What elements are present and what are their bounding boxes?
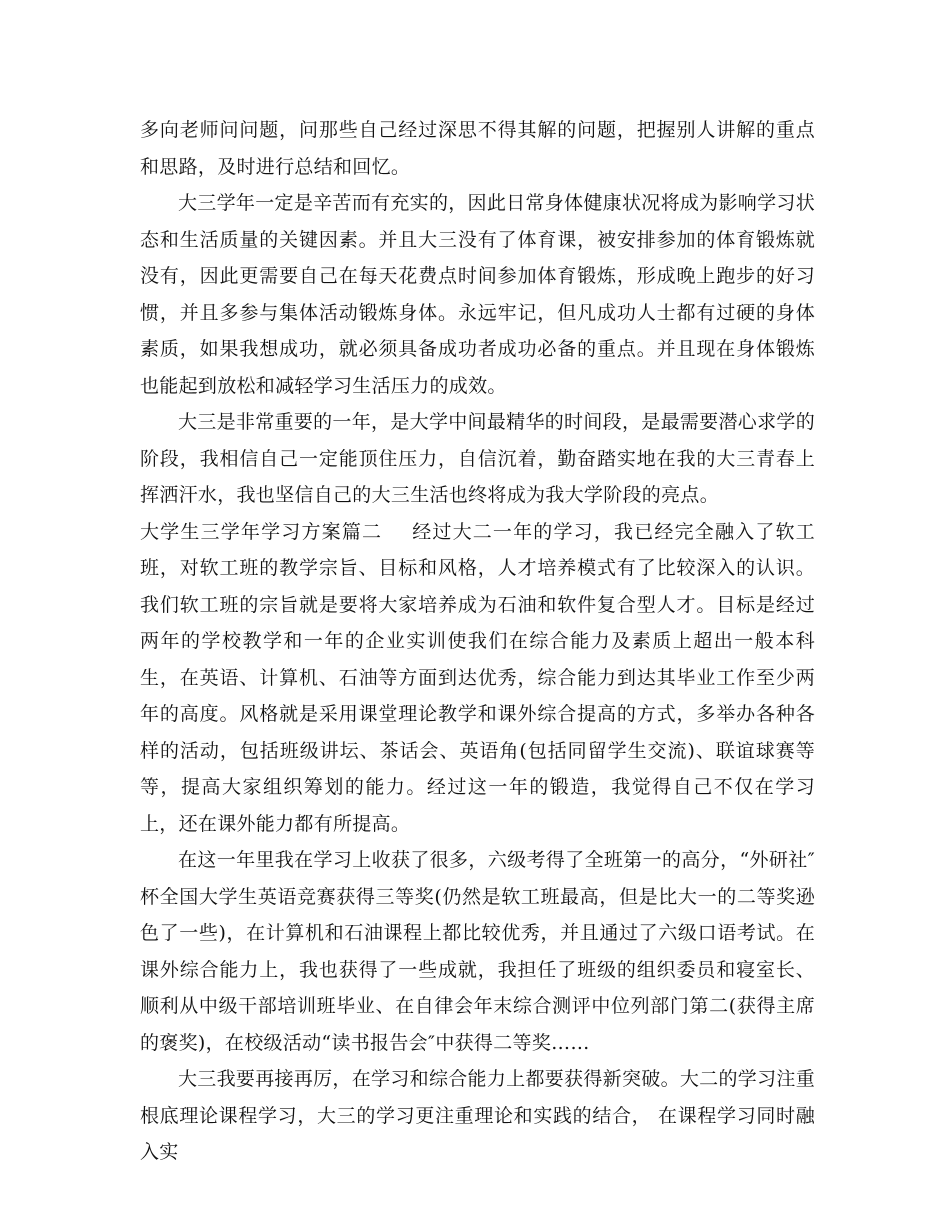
paragraph-6-text: 大三我要再接再厉，在学习和综合能力上都要获得新突破。大二的学习注重根底理论课程学习，大三的学习更注重理论和实践的结合， 在课程学习同时融入实 — [140, 1068, 815, 1163]
paragraph-3 — [140, 404, 815, 514]
section-heading: 大学生三学年学习方案篇二 — [140, 520, 383, 543]
paragraph-5 — [140, 842, 815, 1061]
paragraph-1 — [140, 112, 815, 185]
document-body — [140, 112, 815, 1171]
paragraph-2 — [140, 185, 815, 404]
paragraph-4-text: 经过大二一年的学习，我已经完全融入了软工班，对软工班的教学宗旨、目标和风格，人才培养模式有了比较深入的认识。我们软工班的宗旨就是要将大家培养成为石油和软件复合型人才。目标是经过两年的学校教学和一年的企业实训使我们在综合能力及素质上超出一般本科生，在英语、计算机、石油等方面到达优秀，综合能力到达其毕业工作至少两年的高度。风格就是采用课堂理论教学和课外综合提高的方式，多举办各种各样的活动，包括班级讲坛、茶话会、英语角(包括同留学生交流)、联谊球赛等等，提高大家组织筹划的能力。经过这一年的锻造，我觉得自己不仅在学习上，还在课外能力都有所提高。 — [140, 520, 815, 835]
paragraph-5-text: 在这一年里我在学习上收获了很多，六级考得了全班第一的高分，“外研社″杯全国大学生英语竞赛获得三等奖(仍然是软工班最高，但是比大一的二等奖逊色了一些)，在计算机和石油课程上都比较优秀，并且通过了六级口语考试。在课外综合能力上，我也获得了一些成就，我担任了班级的组织委员和寝室长、顺利从中级干部培训班毕业、在自律会年末综合测评中位列部门第二(获得主席的褒奖)，在校级活动“读书报告会″中获得二等奖…… — [140, 849, 815, 1054]
paragraph-4 — [140, 514, 815, 843]
paragraph-2-text: 大三学年一定是辛苦而有充实的，因此日常身体健康状况将成为影响学习状态和生活质量的关键因素。并且大三没有了体育课，被安排参加的体育锻炼就没有，因此更需要自己在每天花费点时间参加体育锻炼，形成晚上跑步的好习惯，并且多参与集体活动锻炼身体。永远牢记，但凡成功人士都有过硬的身体素质，如果我想成功，就必须具备成功者成功必备的重点。并且现在身体锻炼也能起到放松和减轻学习生活压力的成效。 — [140, 192, 815, 397]
paragraph-1-text: 多向老师问问题，问那些自己经过深思不得其解的问题，把握别人讲解的重点和思路，及时进行总结和回忆。 — [140, 119, 815, 178]
paragraph-6 — [140, 1061, 815, 1171]
paragraph-3-text: 大三是非常重要的一年，是大学中间最精华的时间段，是最需要潜心求学的阶段，我相信自己一定能顶住压力，自信沉着，勤奋踏实地在我的大三青春上挥洒汗水，我也坚信自己的大三生活也终将成为我大学阶段的亮点。 — [140, 411, 815, 506]
